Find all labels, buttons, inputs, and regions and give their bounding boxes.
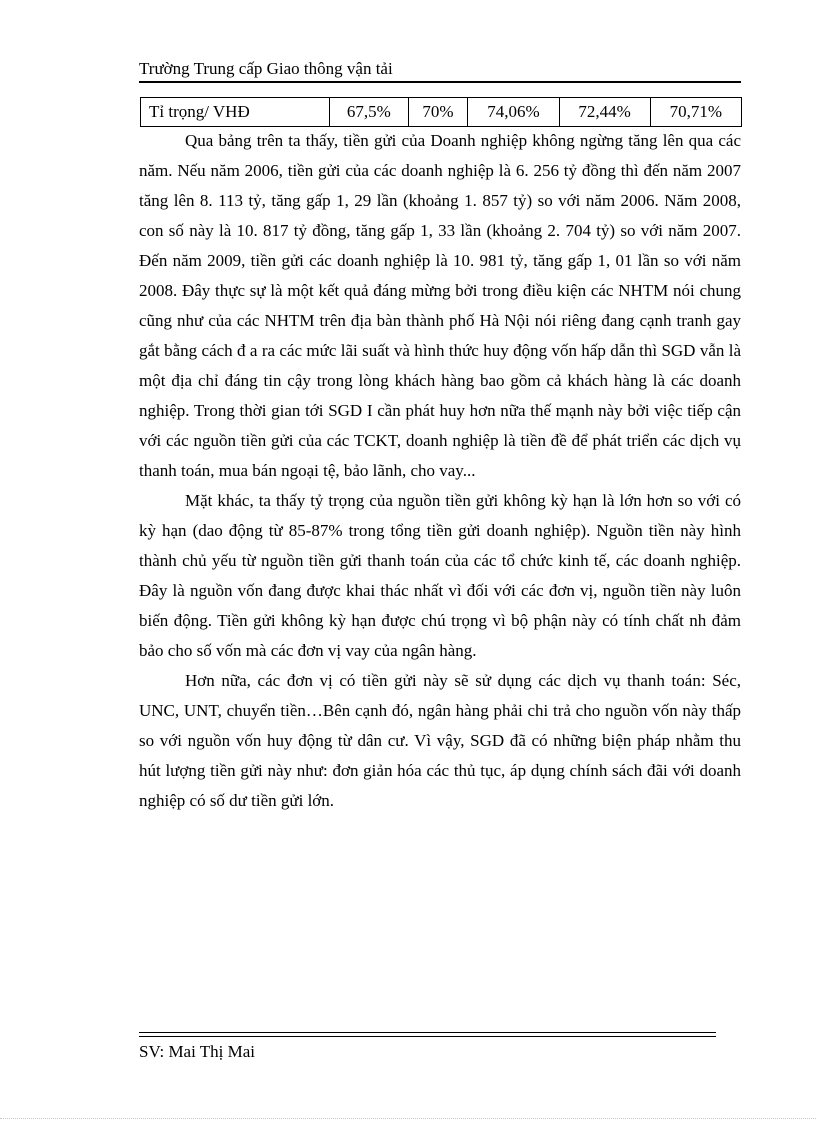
footer-rule [139, 1032, 716, 1037]
table-cell: 67,5% [330, 98, 409, 127]
table-cell: 70,71% [650, 98, 741, 127]
page-header: Trường Trung cấp Giao thông vận tải [139, 59, 393, 78]
paragraph: Mặt khác, ta thấy tỷ trọng của nguồn tiền gửi không kỳ hạn là lớn hơn so với có kỳ hạn (dao động từ 85-87% trong tổng tiền gửi doanh nghiệp). Nguồn tiền này hình thành chủ yếu từ nguồn tiền gửi thanh toán của các tổ chức kinh tế, các doanh nghiệp. Đây là nguồn vốn đang được khai thác nhất vì đối với các đơn vị, nguồn tiền này luôn biến động. Tiền gửi không kỳ hạn được chú trọng vì bộ phận này có tính chất nh đảm bảo cho số vốn mà các đơn vị vay của ngân hàng. [139, 491, 741, 660]
header-rule [139, 81, 741, 83]
table-row [141, 98, 742, 127]
paragraph: Hơn nữa, các đơn vị có tiền gửi này sẽ sử dụng các dịch vụ thanh toán: Séc, UNC, UNT, chuyển tiền…Bên cạnh đó, ngân hàng phải chi trả cho nguồn vốn này thấp so với nguồn vốn huy động từ dân cư. Vì vậy, SGD đã có những biện pháp nhằm thu hút lượng tiền gửi này như: đơn giản hóa các thủ tục, áp dụng chính sách đãi với doanh nghiệp có số dư tiền gửi lớn. [139, 671, 741, 810]
table-row-label: Tỉ trọng/ VHĐ [141, 98, 330, 127]
table-cell: 74,06% [468, 98, 559, 127]
ratio-table [140, 97, 742, 127]
table-cell: 72,44% [559, 98, 650, 127]
table-cell: 70% [408, 98, 468, 127]
footer-author: SV: Mai Thị Mai [139, 1042, 256, 1061]
page-bottom-border [0, 1118, 816, 1119]
body-text [139, 126, 741, 816]
paragraph: Qua bảng trên ta thấy, tiền gửi của Doanh nghiệp không ngừng tăng lên qua các năm. Nếu năm 2006, tiền gửi của các doanh nghiệp là 6. 256 tỷ đồng thì đến năm 2007 tăng lên 8. 113 tỷ, tăng gấp 1, 29 lần (khoảng 1. 857 tỷ) so với năm 2006. Năm 2008, con số này là 10. 817 tỷ đồng, tăng gấp 1, 33 lần (khoảng 2. 704 tỷ) so với năm 2007. Đến năm 2009, tiền gửi các doanh nghiệp là 10. 981 tỷ, tăng gấp 1, 01 lần so với năm 2008. Đây thực sự là một kết quả đáng mừng bởi trong điều kiện các NHTM nói chung cũng như của các NHTM trên địa bàn thành phố Hà Nội nói riêng đang cạnh tranh gay gắt bằng cách đ a ra các mức lãi suất và hình thức huy động vốn hấp dẫn thì SGD vẫn là một địa chỉ đáng tin cậy trong lòng khách hàng bao gồm cả khách hàng là các doanh nghiệp. Trong thời gian tới SGD I cần phát huy hơn nữa thế mạnh này bởi việc tiếp cận với các nguồn tiền gửi của các TCKT, doanh nghiệp là tiền đề để phát triển các dịch vụ thanh toán, mua bán ngoại tệ, bảo lãnh, cho vay... [139, 131, 741, 480]
